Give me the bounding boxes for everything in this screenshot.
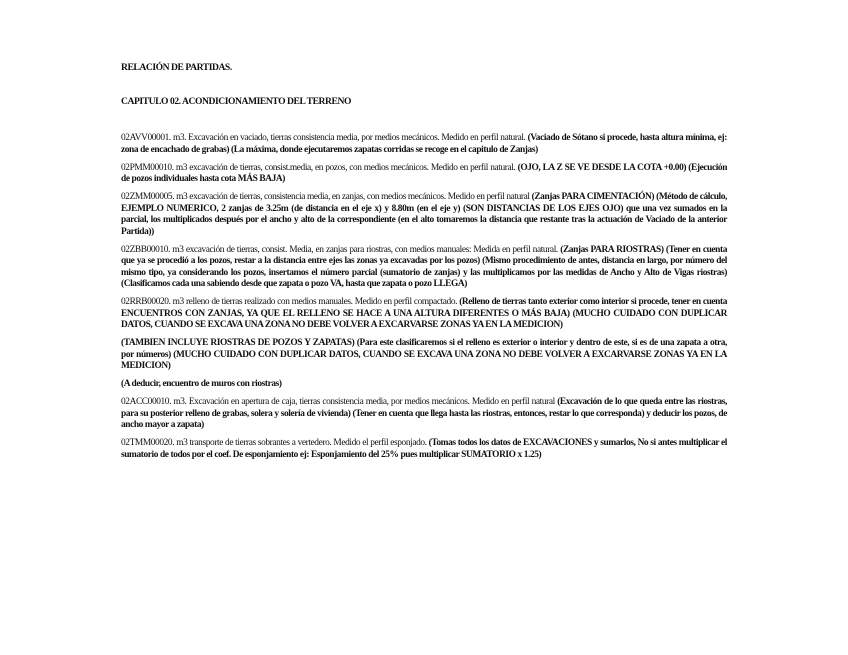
paragraph-note: (Tomas todos los datos de EXCAVACIONES y sumarlos, No si antes multiplicar el sumatorio de todos por el coef. De esponjamiento ej: Esponjamiento del 25% pues multiplicar SUMATORIO x 1.25) bbox=[121, 438, 727, 460]
paragraph-text: 02RRB00020. m3 relleno de tierras realizado con medios manuales. Medido en perfil compactado. bbox=[121, 297, 460, 307]
paragraph-riostras-note bbox=[121, 338, 727, 373]
paragraph-note: (TAMBIEN INCLUYE RIOSTRAS DE POZOS Y ZAPATAS) (Para este clasificaremos si el relleno es exterior o interior y dentro de este, si es de una zapata a otra, por números) (MUCHO CUIDADO CON DUPLICAR DATOS, CUANDO SE EXCAVA UNA ZONA NO DEBE VOLVER A EXCARVARSE ZONAS YA EN LA MEDICION) bbox=[121, 338, 727, 371]
paragraph-note: (Vaciado de Sótano si procede, hasta altura mínima, ej: zona de encachado de grabas) (La máxima, donde ejecutaremos zapatas corridas se recoge en el capitulo de Zanjas) bbox=[121, 133, 727, 155]
paragraph-text: 02TMM00020. m3 transporte de tierras sobrantes a vertedero. Medido el perfil esponjado. bbox=[121, 438, 429, 448]
paragraph-02avv00001 bbox=[121, 133, 727, 156]
paragraph-02rrb00020 bbox=[121, 297, 727, 332]
paragraph-note: (OJO, LA Z SE VE DESDE LA COTA +0.00) (Ejecución de pozos individuales hasta cota MÁS BAJA) bbox=[121, 162, 728, 184]
paragraph-note: (Zanjas PARA RIOSTRAS) (Tener en cuenta que ya se procedió a los pozos, restar a la distancia entre ejes las zonas ya excavadas por los pozos) (Mismo procedimiento de antes, distancia en largo, por número del mismo tipo, ya considerando los pozos, insertamos el número parcial (sumatorio de zanjas) y las multiplicamos por las medidas de Ancho y Alto de Vigas riostras) (Clasificamos cada una sabiendo desde que zapata o pozo VA, hasta que zapata o pozo LLEGA) bbox=[121, 244, 727, 289]
paragraph-text: 02ZMM00005. m3 excavación de tierras, consistencia media, en zanjas, con medios mecánicos. Medido en perfil natural bbox=[121, 192, 532, 202]
paragraph-02zbb00010 bbox=[121, 245, 727, 291]
document-body bbox=[121, 133, 727, 468]
paragraph-text: 02ACC00010. m3. Excavación en apertura de caja, tierras consistencia media, por medios mecánicos. Medido en perfil natural bbox=[121, 397, 558, 407]
paragraph-02acc00010 bbox=[121, 397, 727, 432]
paragraph-text: 02ZBB00010. m3 excavación de tierras, consist. Media, en zanjas para riostras, con medios manuales: Medida en perfil natural. bbox=[121, 244, 561, 255]
paragraph-note: (Relleno de tierras tanto exterior como interior si procede, tener en cuenta ENCUENTROS CON ZANJAS, YA QUE EL RELLENO SE HACE A UNA ALTURA DIFERENTES O MÁS BAJA) (MUCHO CUIDADO CON DUPLICAR DATOS, CUANDO SE EXCAVA UNA ZONA NO DEBE VOLVER A EXCARVARSE ZONAS YA EN LA MEDICION) bbox=[121, 297, 727, 330]
paragraph-02zmm00005 bbox=[121, 192, 727, 238]
paragraph-text: 02AVV00001. m3. Excavación en vaciado, tierras consistencia media, por medios mecánicos. Medido en perfil natural. bbox=[121, 133, 528, 143]
paragraph-note: (A deducir, encuentro de muros con riostras) bbox=[121, 379, 282, 389]
paragraph-02pmm00010 bbox=[121, 163, 727, 186]
chapter-heading: CAPITULO 02. ACONDICIONAMIENTO DEL TERRENO bbox=[121, 96, 351, 107]
paragraph-text: 02PMM00010. m3 excavación de tierras, consist.media, en pozos, con medios mecánicos. Medido en perfil natural. bbox=[121, 162, 518, 173]
paragraph-note: (Zanjas PARA CIMENTACIÓN) (Método de cálculo, EJEMPLO NUMERICO, 2 zanjas de 3.25m (de distancia en el eje x) y 8.80m (en el eje y) (SON DISTANCIAS DE LOS EJES OJO) que una vez sumados en la parcial, los multiplicados después por el ancho y alto de la correspondiente (en el alto tomaremos la distancia que restante tras la actuación de Vaciado de la anterior Partida)) bbox=[121, 192, 727, 237]
paragraph-deducir-note bbox=[121, 379, 727, 391]
paragraph-02tmm00020 bbox=[121, 438, 727, 461]
paragraph-note: (Excavación de lo que queda entre las riostras, para su posterior relleno de grabas, solera y solería de vivienda) (Tener en cuenta que llega hasta las riostras, entonces, restar lo que corresponda) y deducir los pozos, de ancho mayor a zapata) bbox=[121, 397, 727, 430]
document-title: RELACIÓN DE PARTIDAS. bbox=[121, 62, 232, 73]
